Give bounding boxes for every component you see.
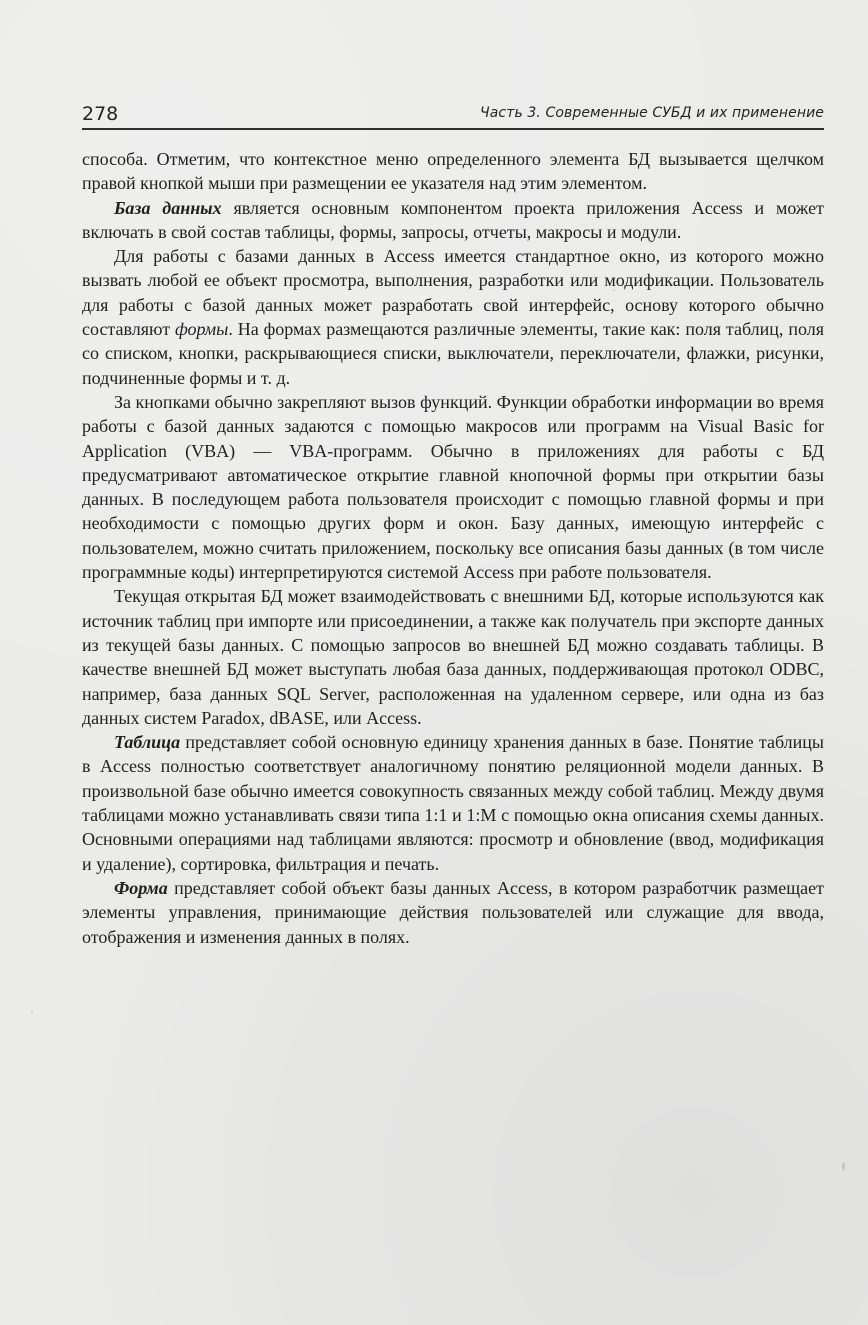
paragraph-text: способа. Отметим, что контекстное меню определенного элемента БД вызывается щелчком правой кнопкой мыши при размещении ее указателя над этим элементом. <box>82 149 824 194</box>
term-database: База данных <box>114 197 222 218</box>
paragraph-external-databases <box>82 584 824 730</box>
emphasis-forms: формы <box>175 319 229 340</box>
paragraph-text: Для работы с базами данных в Access имеется стандартное окно, из которого можно вызвать любой ее объект просмотра, выполнения, разработки или модификации. Пользователь для работы с базой данных может разработать свой интерфейс, основу которого обычно составляют <box>82 246 824 340</box>
paragraph-text: За кнопками обычно закрепляют вызов функций. Функции обработки информации во время работы с базой данных задаются с помощью макросов или программ на Visual Basic for Application (VBA) — VBA-программ. Обычно в приложениях для работы с БД предусматривают автоматическое открытие главной кнопочной формы при открытии базы данных. В последующем работа пользователя происходит с помощью главной формы и при необходимости с помощью других форм и окон. Базу данных, имеющую интерфейс с пользователем, можно считать приложением, поскольку все описания базы данных (в том числе программные коды) интерпретируются системой Access при работе пользователя. <box>82 391 824 583</box>
running-head: Часть 3. Современные СУБД и их применение <box>480 105 824 121</box>
term-table: Таблица <box>114 732 181 753</box>
paragraph-text: . На формах размещаются различные элементы, такие как: поля таблиц, поля со списком, кнопки, раскрывающиеся списки, выключатели, переключатели, флажки, рисунки, подчиненные формы и т. д. <box>82 319 824 388</box>
paragraph-buttons-functions <box>82 390 824 584</box>
paragraph-text: является основным компонентом проекта приложения Access и может включать в свой состав таблицы, формы, запросы, отчеты, макросы и модули. <box>82 197 824 242</box>
scan-speck <box>842 1162 845 1171</box>
header-rule <box>82 128 824 130</box>
paragraph-text: представляет собой объект базы данных Access, в котором разработчик размещает элементы управления, принимающие действия пользователей или служащие для ввода, отображения и изменения данных в полях. <box>82 877 824 947</box>
paragraph-database <box>82 196 824 245</box>
term-form: Форма <box>114 877 168 898</box>
page-header <box>82 99 824 125</box>
paragraph-text: представляет собой основную единицу хранения данных в базе. Понятие таблицы в Access полностью соответствует аналогичному понятию реляционной модели данных. В произвольной базе обычно имеется совокупность связанных между собой таблиц. Между двумя таблицами можно устанавливать связи типа 1:1 и 1:М с помощью окна описания схемы данных. Основными операциями над таблицами являются: просмотр и обновление (ввод, модификация и удаление), сортировка, фильтрация и печать. <box>82 732 824 874</box>
paragraph-form <box>82 876 824 949</box>
page-body <box>82 147 824 949</box>
paragraph-text: Текущая открытая БД может взаимодействовать с внешними БД, которые используются как источник таблиц при импорте или присоединении, а также как получатель при экспорте данных из текущей базы данных. С помощью запросов во внешней БД можно создавать таблицы. В качестве внешней БД может выступать любая база данных, поддерживающая протокол ODBC, например, база данных SQL Server, расположенная на удаленном сервере, или одна из баз данных систем Paradox, dBASE, или Access. <box>82 586 824 728</box>
scan-speck <box>31 1011 33 1013</box>
page-number: 278 <box>82 103 119 125</box>
paragraph-table <box>82 730 824 876</box>
paragraph-continuation <box>82 147 824 196</box>
paragraph-access-window <box>82 244 824 390</box>
